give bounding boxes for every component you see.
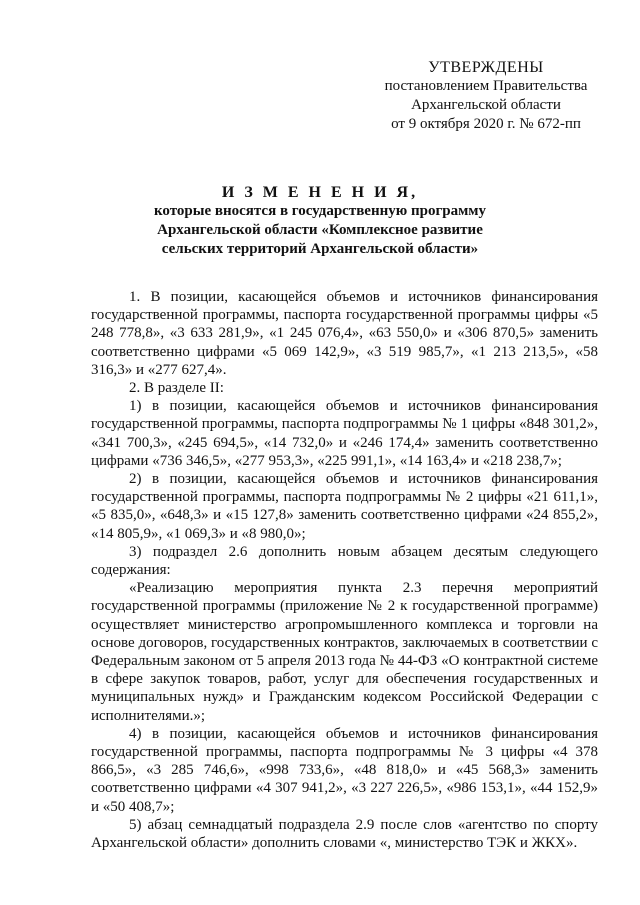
title-main: И З М Е Н Е Н И Я, bbox=[221, 184, 419, 201]
approval-line-2: Архангельской области bbox=[411, 97, 561, 113]
title-sub-2: Архангельской области «Комплексное развитие bbox=[157, 222, 483, 238]
approval-heading: УТВЕРЖДЕНЫ bbox=[428, 59, 544, 76]
paragraph-7: 4) в позиции, касающейся объемов и источников финансирования государственной программы, паспорта подпрограммы № 3 цифры «4 378 866,5», «3 285 746,6», «998 733,6», «48 818,0» и «45 568,3» заменить соответственно цифрами «4 307 941,2», «3 227 226,5», «986 153,1», «44 152,9» и «50 408,7»; bbox=[91, 725, 598, 815]
document-body bbox=[91, 288, 598, 852]
paragraph-8: 5) абзац семнадцатый подраздела 2.9 после слов «агентство по спорту Архангельской области» дополнить словами «, министерство ТЭК и ЖКХ». bbox=[91, 816, 598, 852]
title-sub-3: сельских территорий Архангельской области» bbox=[161, 241, 479, 257]
paragraph-2: 2. В разделе II: bbox=[129, 380, 224, 397]
paragraph-6: «Реализацию мероприятия пункта 2.3 перечня мероприятий государственной программы (приложение № 2 к государственной программе) осуществляет министерство агропромышленного комплекса и торговли на основе договоров, государственных контрактов, заключаемых в соответствии с Федеральным законом от 5 апреля 2013 года № 44-ФЗ «О контрактной системе в сфере закупок товаров, работ, услуг для обеспечения государственных и муниципальных нужд» и Гражданским кодексом Российской Федерации с исполнителями.»; bbox=[91, 580, 598, 724]
approval-line-3: от 9 октября 2020 г. № 672-пп bbox=[391, 116, 581, 132]
title-sub-1: которые вносятся в государственную программу bbox=[153, 203, 487, 219]
approval-stamp bbox=[360, 58, 612, 134]
paragraph-1: 1. В позиции, касающейся объемов и источников финансирования государственной программы, паспорта государственной программы цифры «5 248 778,8», «3 633 281,9», «1 245 076,4», «63 550,0» и «306 870,5» заменить соответственно цифрами «5 069 142,9», «3 519 985,7», «1 213 213,5», «58 316,3» и «277 627,4». bbox=[91, 289, 598, 378]
paragraph-3: 1) в позиции, касающейся объемов и источников финансирования государственной программы, паспорта подпрограммы № 1 цифры «848 301,2», «341 700,3», «245 694,5», «14 732,0» и «246 174,4» заменить соответственно цифрами «736 346,5», «277 953,3», «225 991,1», «14 163,4» и «218 238,7»; bbox=[91, 398, 598, 469]
paragraph-4: 2) в позиции, касающейся объемов и источников финансирования государственной программы, паспорта подпрограммы № 2 цифры «21 611,1», «5 835,0», «648,3» и «15 127,8» заменить соответственно цифрами «24 855,2», «14 805,9», «1 069,3» и «8 980,0»; bbox=[91, 471, 598, 542]
document-title bbox=[90, 183, 550, 259]
paragraph-5: 3) подраздел 2.6 дополнить новым абзацем десятым следующего содержания: bbox=[91, 543, 598, 579]
approval-line-1: постановлением Правительства bbox=[384, 78, 588, 94]
